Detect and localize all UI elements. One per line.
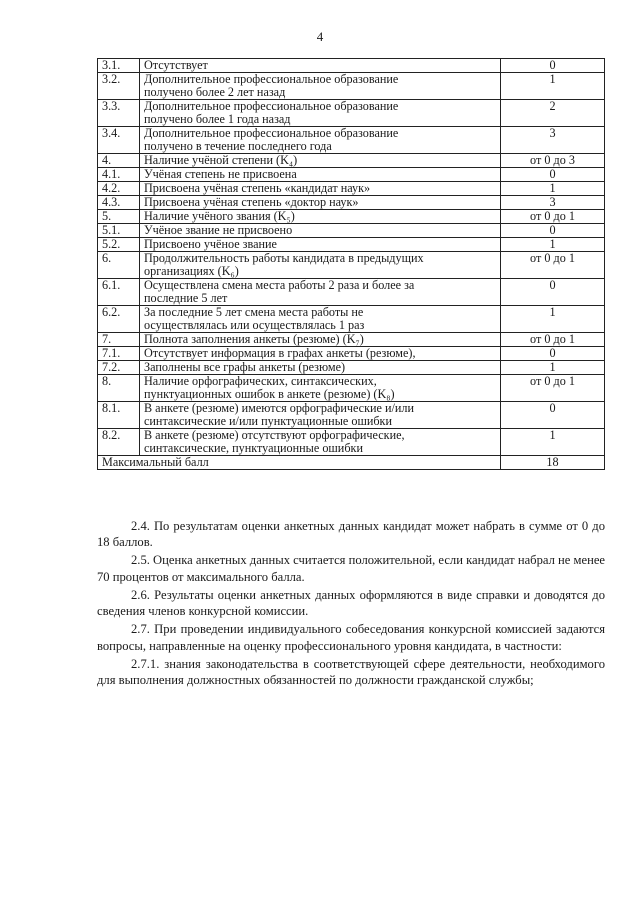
total-value: 18: [501, 456, 605, 470]
row-description: [140, 182, 501, 196]
table-row: [98, 402, 605, 429]
row-number: 4.3.: [98, 196, 140, 210]
row-description: [140, 429, 501, 456]
row-score: 2: [501, 100, 605, 127]
row-description: [140, 347, 501, 361]
table-body: [98, 59, 605, 470]
row-number: 6.1.: [98, 279, 140, 306]
body-text: [97, 518, 605, 690]
row-score: 0: [501, 224, 605, 238]
row-description: [140, 100, 501, 127]
description-line: В анкете (резюме) имеются орфографические и/или: [144, 401, 415, 415]
description-line: Осуществлена смена места работы 2 раза и более за: [144, 278, 415, 292]
description-line: последние 5 лет: [144, 291, 228, 305]
row-score: 0: [501, 168, 605, 182]
description-line: Наличие орфографических, синтаксических,: [144, 374, 377, 388]
table-row: [98, 429, 605, 456]
total-label: Максимальный балл: [98, 456, 501, 470]
description-line: получено в течение последнего года: [144, 139, 332, 153]
row-description: [140, 168, 501, 182]
table-row: [98, 224, 605, 238]
paragraph: 2.6. Результаты оценки анкетных данных оформляются в виде справки и доводятся до сведения членов конкурсной комиссии.: [97, 587, 605, 619]
description-line: Заполнены все графы анкеты (резюме): [144, 360, 346, 374]
row-number: 6.: [98, 252, 140, 279]
row-number: 4.1.: [98, 168, 140, 182]
description-line: синтаксические и/или пунктуационные ошибки: [144, 414, 392, 428]
description-line: получено более 2 лет назад: [144, 85, 286, 99]
description-line: Дополнительное профессиональное образование: [144, 72, 399, 86]
description-line: Присвоена учёная степень «доктор наук»: [144, 195, 359, 209]
description-line: осуществлялась или осуществлялась 1 раз: [144, 318, 365, 332]
row-score: 1: [501, 182, 605, 196]
table-row: [98, 375, 605, 402]
row-description: [140, 361, 501, 375]
row-description: [140, 333, 501, 347]
row-number: 4.2.: [98, 182, 140, 196]
description-line: Присвоена учёная степень «кандидат наук»: [144, 181, 371, 195]
table-row: [98, 154, 605, 168]
row-description: [140, 279, 501, 306]
row-number: 5.2.: [98, 238, 140, 252]
table-row: [98, 252, 605, 279]
description-line: За последние 5 лет смена места работы не: [144, 305, 364, 319]
row-description: [140, 196, 501, 210]
description-line: Продолжительность работы кандидата в предыдущих: [144, 251, 424, 265]
row-description: [140, 306, 501, 333]
table-row: [98, 210, 605, 224]
table-row: [98, 238, 605, 252]
row-number: 7.2.: [98, 361, 140, 375]
row-number: 7.1.: [98, 347, 140, 361]
page-number: 4: [316, 29, 324, 44]
description-line: организациях (K₆): [144, 264, 239, 278]
row-score: от 0 до 1: [501, 210, 605, 224]
row-score: 0: [501, 279, 605, 306]
row-description: [140, 154, 501, 168]
row-score: 1: [501, 429, 605, 456]
row-number: 4.: [98, 154, 140, 168]
row-description: [140, 252, 501, 279]
row-number: 7.: [98, 333, 140, 347]
description-line: синтаксические, пунктуационные ошибки: [144, 441, 363, 455]
row-description: [140, 210, 501, 224]
row-score: 0: [501, 402, 605, 429]
row-description: [140, 375, 501, 402]
row-description: [140, 402, 501, 429]
row-score: от 0 до 1: [501, 333, 605, 347]
row-score: 1: [501, 361, 605, 375]
description-line: Присвоено учёное звание: [144, 237, 277, 251]
row-score: 1: [501, 238, 605, 252]
description-line: Дополнительное профессиональное образование: [144, 99, 399, 113]
description-line: Дополнительное профессиональное образование: [144, 126, 399, 140]
description-line: пунктуационных ошибок в анкете (резюме) (K₈): [144, 387, 395, 401]
table-row: [98, 73, 605, 100]
row-score: 3: [501, 127, 605, 154]
description-line: В анкете (резюме) отсутствуют орфографические,: [144, 428, 405, 442]
paragraph: 2.7.1. знания законодательства в соответствующей сфере деятельности, необходимого для выполнения должностных обязанностей по должности гражданской службы;: [97, 656, 605, 688]
table-row: [98, 279, 605, 306]
row-score: 0: [501, 347, 605, 361]
row-description: [140, 59, 501, 73]
row-number: 3.3.: [98, 100, 140, 127]
paragraph: 2.4. По результатам оценки анкетных данных кандидат может набрать в сумме от 0 до 18 баллов.: [97, 519, 605, 550]
total-row: [98, 456, 605, 470]
paragraph: 2.5. Оценка анкетных данных считается положительной, если кандидат набрал не менее 70 процентов от максимального балла.: [97, 553, 605, 584]
row-score: от 0 до 1: [501, 375, 605, 402]
row-number: 3.4.: [98, 127, 140, 154]
row-score: 0: [501, 59, 605, 73]
description-line: Учёная степень не присвоена: [144, 167, 297, 181]
table-row: [98, 168, 605, 182]
row-number: 5.: [98, 210, 140, 224]
row-score: от 0 до 3: [501, 154, 605, 168]
table-row: [98, 59, 605, 73]
row-number: 3.1.: [98, 59, 140, 73]
table-row: [98, 100, 605, 127]
row-score: от 0 до 1: [501, 252, 605, 279]
row-number: 8.: [98, 375, 140, 402]
row-description: [140, 127, 501, 154]
row-score: 3: [501, 196, 605, 210]
row-number: 8.2.: [98, 429, 140, 456]
description-line: Полнота заполнения анкеты (резюме) (K₇): [144, 332, 364, 346]
table-row: [98, 306, 605, 333]
table-row: [98, 333, 605, 347]
paragraph: 2.7. При проведении индивидуального собеседования конкурсной комиссией задаются вопросы, направленные на оценку профессионального уровня кандидата, в частности:: [97, 622, 605, 653]
table-row: [98, 196, 605, 210]
description-line: Учёное звание не присвоено: [144, 223, 293, 237]
description-line: Наличие учёной степени (K₄): [144, 153, 298, 167]
row-description: [140, 238, 501, 252]
row-number: 3.2.: [98, 73, 140, 100]
description-line: Отсутствует информация в графах анкеты (резюме),: [144, 346, 416, 360]
table-row: [98, 182, 605, 196]
row-description: [140, 73, 501, 100]
row-number: 5.1.: [98, 224, 140, 238]
row-number: 8.1.: [98, 402, 140, 429]
description-line: Наличие учёного звания (K₅): [144, 209, 295, 223]
description-line: Отсутствует: [144, 58, 208, 72]
row-number: 6.2.: [98, 306, 140, 333]
row-description: [140, 224, 501, 238]
description-line: получено более 1 года назад: [144, 112, 291, 126]
scoring-table: [97, 58, 605, 470]
row-score: 1: [501, 73, 605, 100]
table-row: [98, 361, 605, 375]
row-score: 1: [501, 306, 605, 333]
table-row: [98, 127, 605, 154]
table-row: [98, 347, 605, 361]
